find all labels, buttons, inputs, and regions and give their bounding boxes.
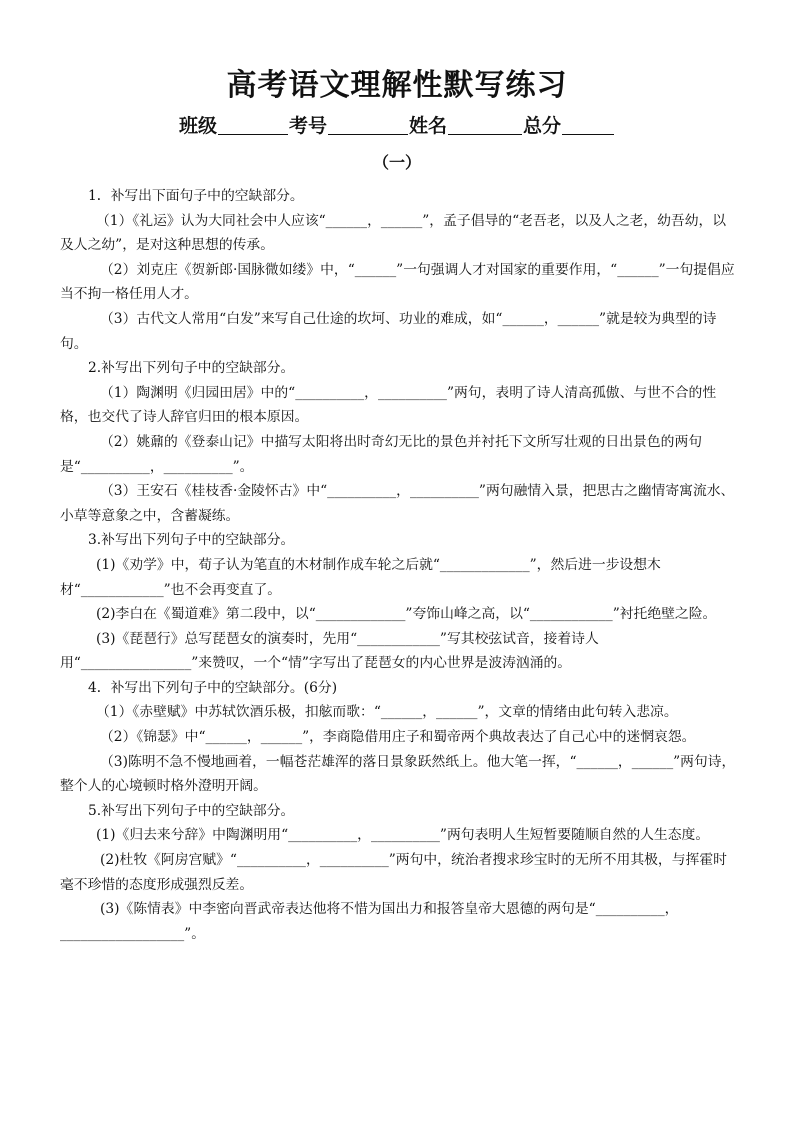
sub-question: (2)杜牧《阿房宫赋》“__________，__________”两句中，统治者搜求珍宝时的无所不用其极，与挥霍时毫不珍惜的态度形成强烈反差。 [60,852,727,893]
question-heading: 5.补写出下列句子中的空缺部分。 [88,802,295,819]
sub-question: （3）王安石《桂枝香·金陵怀古》中“__________，__________”两句融情入景，把思古之幽情寄寓流水、小草等意象之中，含蓄凝练。 [60,483,735,524]
sub-question: （1）《赤壁赋》中苏轼饮酒乐极，扣舷而歌：“______，______”，文章的情绪由此句转入悲凉。 [96,704,678,721]
class-label: 班级 [178,115,217,137]
sub-question: (3)《陈情表》中李密向晋武帝表达他将不惜为国出力和报答皇帝大恩德的两句是“__________，__________________”。 [60,901,679,942]
sub-question: （2）刘克庄《贺新郎·国脉微如缕》中，“______”一句强调人才对国家的重要作用，“______”一句提倡应当不拘一格任用人才。 [60,261,735,303]
sub-question: （1）《礼运》认为大同社会中人应该“______，______”，孟子倡导的“老吾老，以及人之老，幼吾幼，以及人之幼”，是对这种思想的传承。 [60,212,727,254]
question-heading: 2.补写出下列句子中的空缺部分。 [88,360,295,377]
question-heading: 3.补写出下列句子中的空缺部分。 [88,532,295,549]
sub-question: （2）《锦瑟》中“______，______”，李商隐借用庄子和蜀帝两个典故表达了自己心中的迷惘哀怨。 [100,729,696,746]
sub-question: (2)李白在《蜀道难》第二段中，以“_____________”夸饰山峰之高，以“____________”衬托绝壁之险。 [96,606,717,623]
exam-no-label: 考号 [288,115,327,137]
score-blank[interactable] [562,116,614,135]
student-info-line [0,111,794,138]
sub-question: (1)《劝学》中，荀子认为笔直的木材制作成车轮之后就“_____________”，然后进一步设想木材“____________”也不会再变直了。 [60,556,661,598]
name-label: 姓名 [409,115,448,137]
section-heading: （一） [372,153,421,172]
score-label: 总分 [523,115,562,137]
question-body [60,184,736,946]
sub-question: (1)《归去来兮辞》中陶渊明用“__________，__________”两句表明人生短暂要随顺自然的人生态度。 [96,827,710,844]
sub-question: （1）陶渊明《归园田居》中的“__________，__________”两句，表明了诗人清高孤傲、与世不合的性格，也交代了诗人辞官归田的根本原因。 [60,384,717,426]
sub-question: （3)陈明不急不慢地画着，一幅苍茫雄浑的落日景象跃然纸上。他大笔一挥，“______，______”两句诗，整个人的心境顿时格外澄明开阔。 [60,753,736,795]
name-blank[interactable] [448,116,522,135]
sub-question: （3）古代文人常用“白发”来写自己仕途的坎坷、功业的难成，如“______，______”就是较为典型的诗句。 [60,310,717,352]
sub-question: （2）姚鼐的《登泰山记》中描写太阳将出时奇幻无比的景色并衬托下文所写壮观的日出景色的两句是“__________，__________”。 [60,433,703,475]
exam-no-blank[interactable] [328,116,408,135]
question-heading: 4．补写出下列句子中的空缺部分。(6分) [88,679,338,696]
question-heading: 1．补写出下面句子中的空缺部分。 [88,188,304,204]
sub-question: (3)《琵琶行》总写琵琶女的演奏时，先用“____________”写其校弦试音，接着诗人用“________________”来赞叹，一个“情”字写出了琵琶女的内心世界是波涛汹涌的。 [60,630,599,672]
page-title: 高考语文理解性默写练习 [226,68,568,103]
class-blank[interactable] [218,116,288,135]
